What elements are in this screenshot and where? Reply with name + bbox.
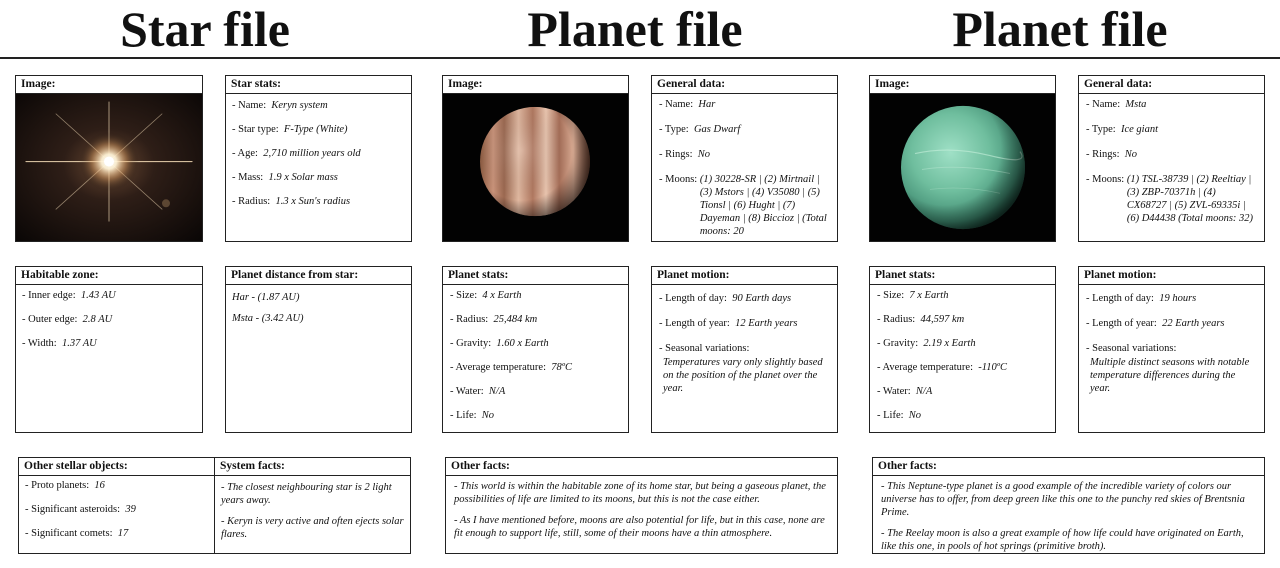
msta-facts-card bbox=[872, 457, 1265, 554]
system-fact-1: - The closest neighbouring star is 2 light years away. bbox=[221, 482, 392, 506]
star-image-card bbox=[15, 75, 203, 242]
har-name-row: - Name: Har bbox=[659, 99, 716, 110]
har-planet-image bbox=[443, 94, 628, 241]
star-bottom-card bbox=[18, 457, 411, 554]
msta-stats-card bbox=[869, 266, 1056, 433]
star-file-title: Star file bbox=[120, 1, 290, 57]
har-temperature-row: - Average temperature: 78ºC bbox=[450, 362, 573, 373]
msta-general-card bbox=[1078, 75, 1265, 242]
har-stats-header: Planet stats: bbox=[443, 267, 628, 285]
har-stats-card bbox=[442, 266, 629, 433]
width-row: - Width: 1.37 AU bbox=[22, 338, 97, 349]
har-fact-1: - This world is within the habitable zone of its home star, but being a gaseous planet, the possibilities of life are limited to its moons, but this is not the case either. bbox=[454, 481, 826, 505]
har-facts-header: Other facts: bbox=[446, 458, 837, 476]
har-seasonal-label: - Seasonal variations: bbox=[659, 343, 750, 354]
msta-gravity-row: - Gravity: 2.19 x Earth bbox=[877, 338, 976, 349]
har-size-row: - Size: 4 x Earth bbox=[450, 290, 522, 301]
har-image-header: Image: bbox=[443, 76, 628, 94]
msta-general-header: General data: bbox=[1079, 76, 1264, 94]
har-type-row: - Type: Gas Dwarf bbox=[659, 124, 741, 135]
har-distance: Har - (1.87 AU) bbox=[232, 292, 300, 303]
planet-distance-card bbox=[225, 266, 412, 433]
msta-motion-header: Planet motion: bbox=[1079, 267, 1264, 285]
proto-planets-row: - Proto planets: 16 bbox=[25, 480, 105, 491]
har-motion-card bbox=[651, 266, 838, 433]
msta-image-card bbox=[869, 75, 1056, 242]
star-image bbox=[16, 94, 202, 241]
outer-edge-row: - Outer edge: 2.8 AU bbox=[22, 314, 113, 325]
msta-fact-2: - The Reelay moon is also a great example of how life could have originated on Earth, like this one, in pools of hot springs (primitive broth). bbox=[881, 528, 1244, 552]
har-fact-2: - As I have mentioned before, moons are also potential for life, but in this case, none are fit enough to support life, still, some of their moons have a thin atmosphere. bbox=[454, 515, 825, 539]
msta-planet-image bbox=[870, 94, 1055, 241]
har-water-row: - Water: N/A bbox=[450, 386, 506, 397]
msta-year-row: - Length of year: 22 Earth years bbox=[1086, 318, 1225, 329]
star-age-row: - Age: 2,710 million years old bbox=[232, 148, 361, 159]
har-motion-header: Planet motion: bbox=[652, 267, 837, 285]
title-divider bbox=[0, 57, 1280, 59]
har-general-header: General data: bbox=[652, 76, 837, 94]
comets-row: - Significant comets: 17 bbox=[25, 528, 129, 539]
msta-distance: Msta - (3.42 AU) bbox=[232, 313, 304, 324]
star-radius-row: - Radius: 1.3 x Sun's radius bbox=[232, 196, 351, 207]
inner-edge-row: - Inner edge: 1.43 AU bbox=[22, 290, 116, 301]
msta-rings-row: - Rings: No bbox=[1086, 149, 1138, 160]
har-moons-row: - Moons: (1) 30228-SR | (2) Mirtnail | (3) Mstors | (4) V35080 | (5) Tionsl | (6) Hught | (7) Dayeman | (8) Biccioz | (Total moons: 20 bbox=[659, 174, 827, 237]
msta-water-row: - Water: N/A bbox=[877, 386, 933, 397]
system-fact-2: - Keryn is very active and often ejects solar flares. bbox=[221, 516, 404, 540]
msta-stats-header: Planet stats: bbox=[870, 267, 1055, 285]
msta-facts-header: Other facts: bbox=[873, 458, 1264, 476]
system-facts bbox=[214, 458, 410, 553]
other-stellar-objects bbox=[19, 458, 214, 553]
msta-seasonal-label: - Seasonal variations: bbox=[1086, 343, 1177, 354]
msta-fact-1: - This Neptune-type planet is a good example of the incredible variety of colors our universe has to offer, from deep green like this one to the punchy red skies of Brentsnia Prime. bbox=[881, 481, 1245, 518]
har-life-row: - Life: No bbox=[450, 410, 495, 421]
har-general-card bbox=[651, 75, 838, 242]
har-facts-card bbox=[445, 457, 838, 554]
star-name-row: - Name: Keryn system bbox=[232, 100, 328, 111]
msta-life-row: - Life: No bbox=[877, 410, 922, 421]
planet-distance-header: Planet distance from star: bbox=[226, 267, 411, 285]
star-mass-row: - Mass: 1.9 x Solar mass bbox=[232, 172, 338, 183]
star-type-row: - Star type: F-Type (White) bbox=[232, 124, 348, 135]
star-stats-header: Star stats: bbox=[226, 76, 411, 94]
msta-type-row: - Type: Ice giant bbox=[1086, 124, 1158, 135]
har-image-card bbox=[442, 75, 629, 242]
msta-seasonal-text: Multiple distinct seasons with notable temperature differences during the year. bbox=[1090, 357, 1250, 394]
planet-file-title-har: Planet file bbox=[527, 1, 743, 57]
msta-image-header: Image: bbox=[870, 76, 1055, 94]
star-image-header: Image: bbox=[16, 76, 202, 94]
other-stellar-objects-header: Other stellar objects: bbox=[19, 458, 214, 476]
har-rings-row: - Rings: No bbox=[659, 149, 711, 160]
msta-size-row: - Size: 7 x Earth bbox=[877, 290, 949, 301]
star-stats-card bbox=[225, 75, 412, 242]
har-gravity-row: - Gravity: 1.60 x Earth bbox=[450, 338, 549, 349]
habitable-zone-header: Habitable zone: bbox=[16, 267, 202, 285]
har-day-row: - Length of day: 90 Earth days bbox=[659, 293, 792, 304]
msta-radius-row: - Radius: 44,597 km bbox=[877, 314, 965, 325]
msta-moons-row: - Moons: (1) TSL-38739 | (2) Reeltiay | (3) ZBP-70371h | (4) CX68727 | (5) ZVL-69335i | (6) D44438 (Total moons: 32) bbox=[1086, 174, 1254, 224]
msta-name-row: - Name: Msta bbox=[1086, 99, 1147, 110]
har-year-row: - Length of year: 12 Earth years bbox=[659, 318, 798, 329]
msta-day-row: - Length of day: 19 hours bbox=[1086, 293, 1197, 304]
har-radius-row: - Radius: 25,484 km bbox=[450, 314, 538, 325]
har-seasonal-text: Temperatures vary only slightly based on the position of the planet over the year. bbox=[663, 357, 823, 394]
msta-motion-card bbox=[1078, 266, 1265, 433]
habitable-zone-card bbox=[15, 266, 203, 433]
msta-temperature-row: - Average temperature: -110ºC bbox=[877, 362, 1007, 373]
asteroids-row: - Significant asteroids: 39 bbox=[25, 504, 136, 515]
planet-file-title-msta: Planet file bbox=[952, 1, 1168, 57]
system-facts-header: System facts: bbox=[215, 458, 410, 476]
